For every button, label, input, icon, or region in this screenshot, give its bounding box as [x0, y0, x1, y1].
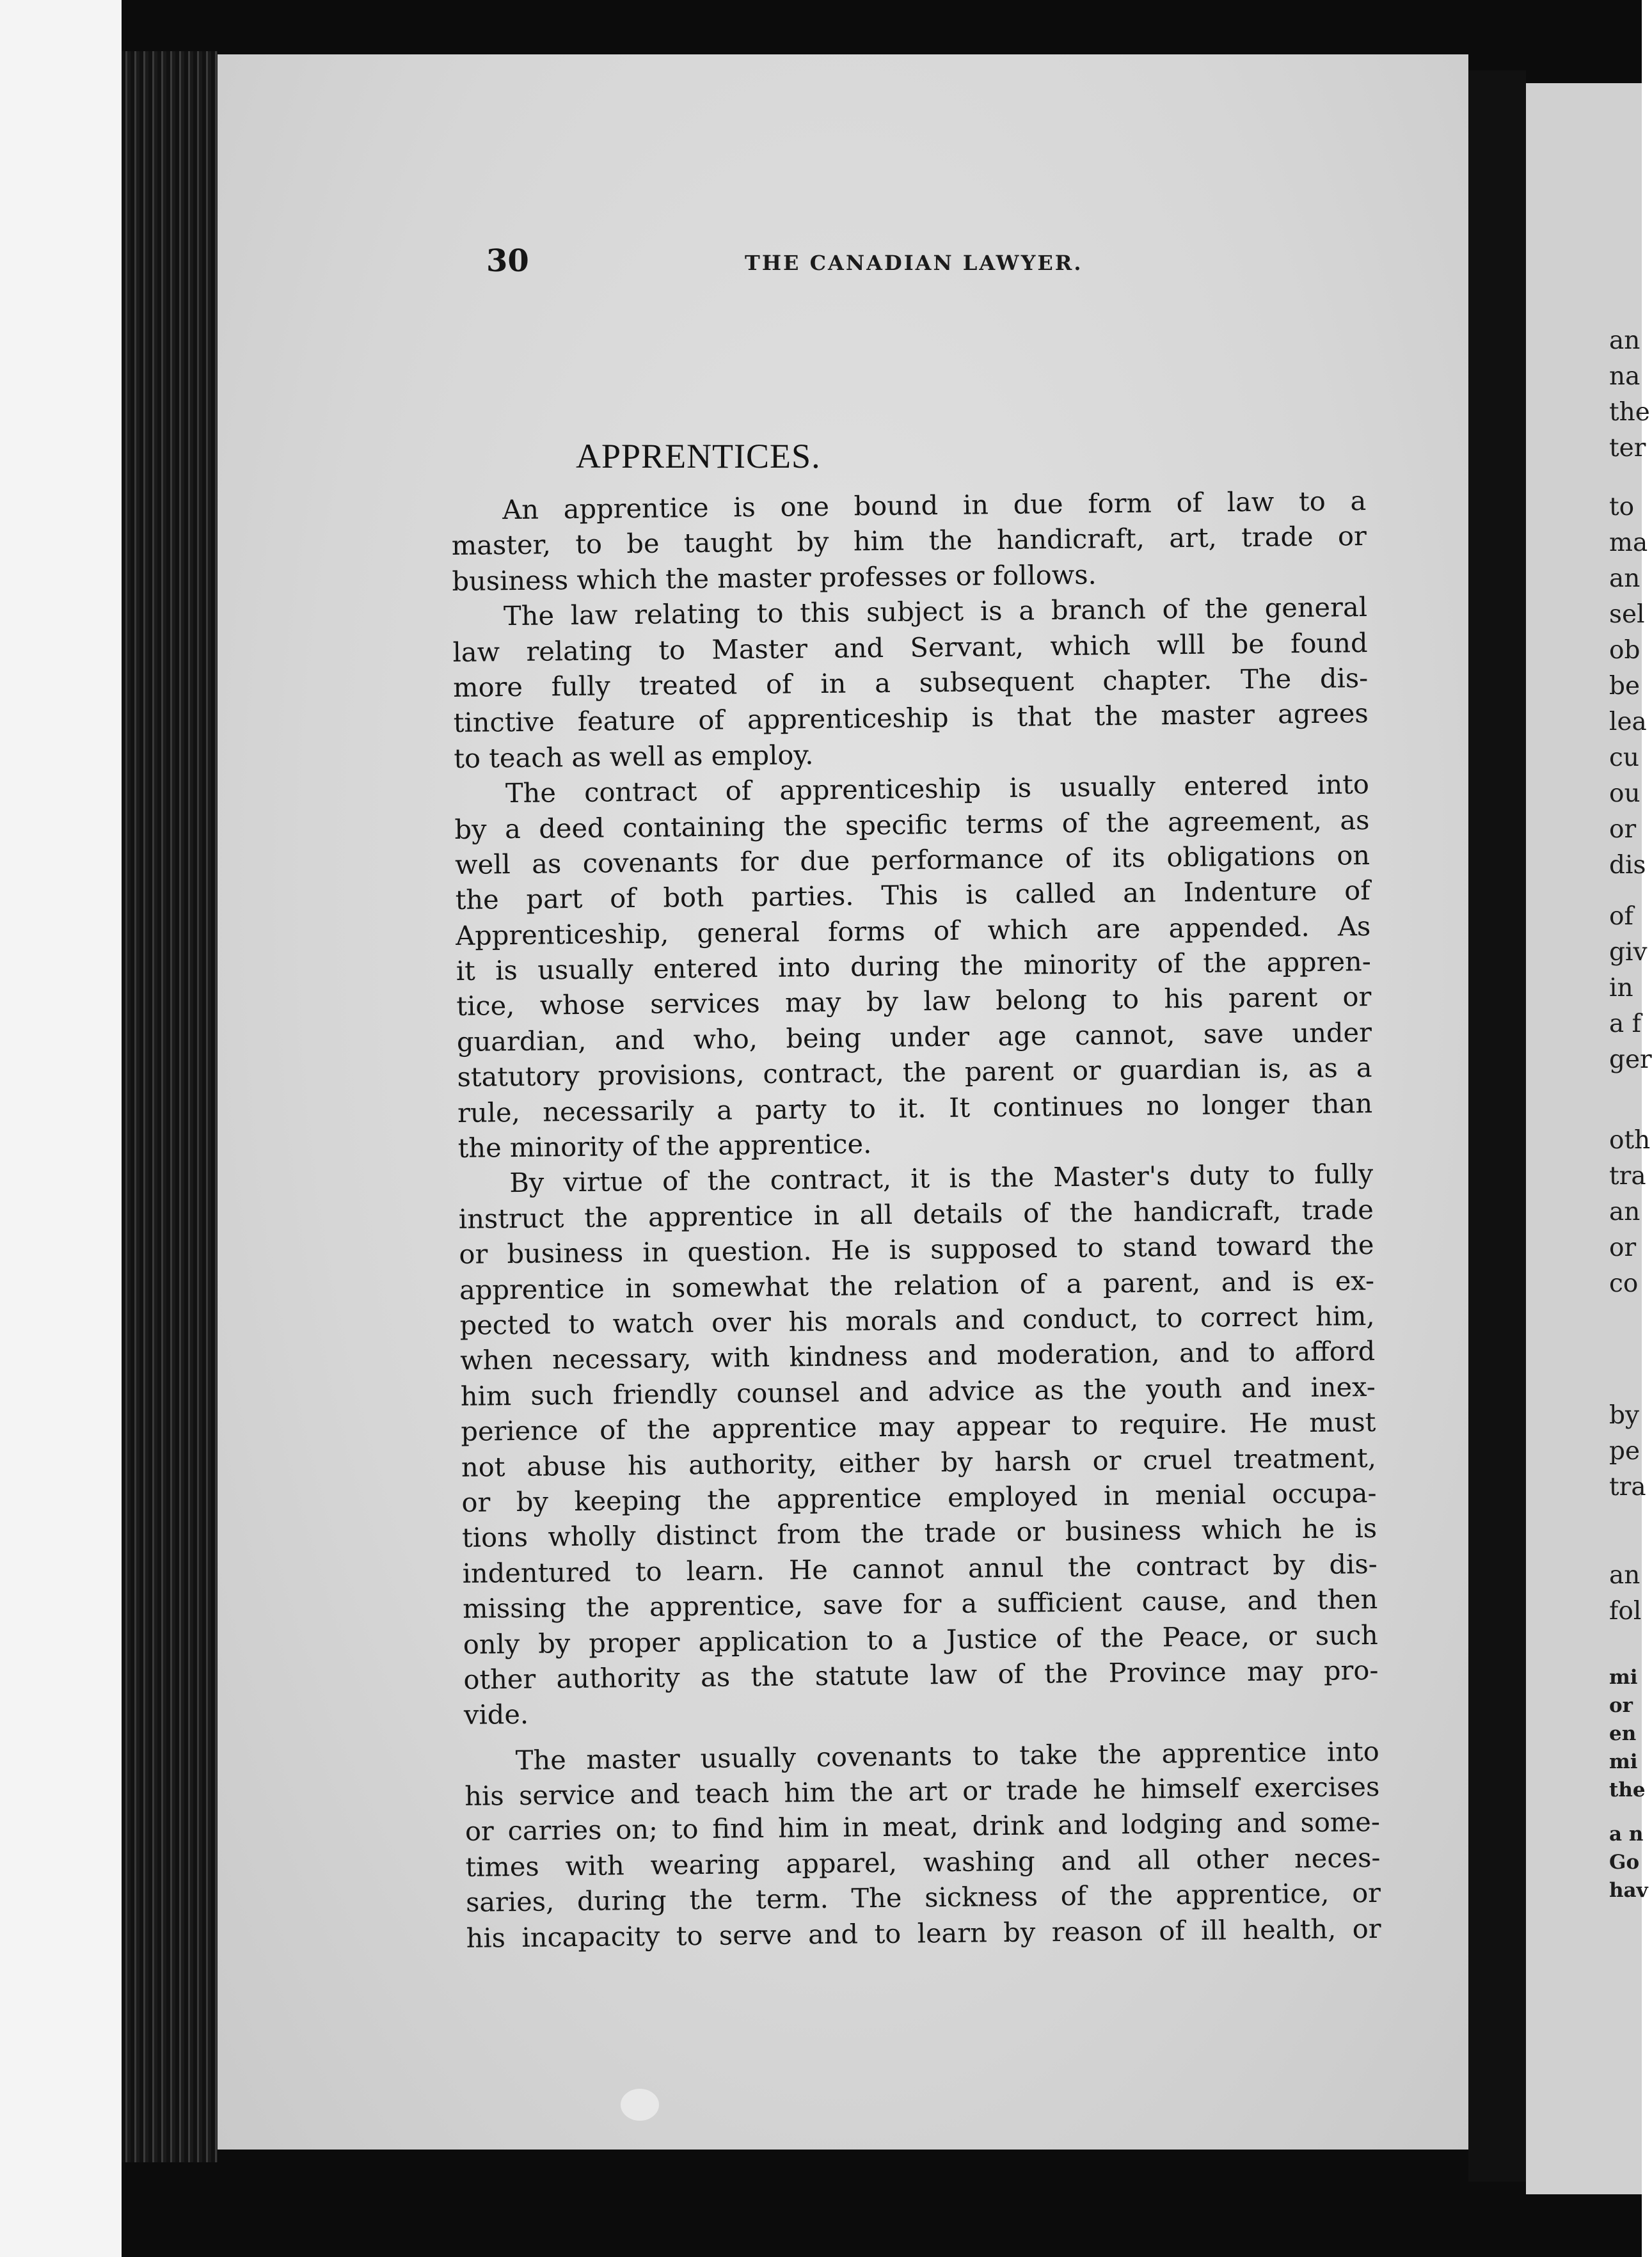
adjacent-page-word: ter [1609, 434, 1646, 463]
text-line: or carries on; to find him in meat, drink and lodging and some- [465, 1806, 1381, 1848]
adjacent-page-word: na [1609, 362, 1640, 391]
text-line: business which the master professes or follows. [452, 558, 1097, 597]
adjacent-page-word: co [1609, 1269, 1639, 1298]
text-line: or business in question. He is supposed to stand toward the [459, 1229, 1374, 1271]
adjacent-page-word: an [1609, 1198, 1640, 1226]
left-margin [0, 0, 122, 2257]
text-line: tinctive feature of apprenticeship is that the master agrees [453, 697, 1369, 739]
text-line: By virtue of the contract, it is the Master's duty to fully [509, 1158, 1374, 1199]
adjacent-page-word: mi [1609, 1750, 1638, 1773]
book-gutter [1468, 70, 1526, 2182]
text-line: Apprenticeship, general forms of which are appended. As [455, 910, 1371, 951]
text-line: guardian, and who, being under age cannot, save under [456, 1016, 1372, 1057]
adjacent-page-word: tra [1609, 1473, 1646, 1501]
adjacent-page-word: a n [1609, 1823, 1644, 1846]
adjacent-page-word: cu [1609, 743, 1639, 772]
adjacent-page-fragment [1609, 323, 1648, 466]
adjacent-page-word: sel [1609, 600, 1645, 629]
adjacent-page-fragment [1609, 1820, 1648, 1905]
text-line: vide. [463, 1699, 529, 1731]
text-line: instruct the apprentice in all details of the handicraft, trade [458, 1193, 1374, 1235]
text-line: pected to watch over his morals and conduct, to correct him, [459, 1299, 1375, 1341]
adjacent-page-word: oth [1609, 1126, 1651, 1155]
text-line: The master usually covenants to take the apprentice into [515, 1735, 1379, 1776]
adjacent-page-word: tra [1609, 1162, 1646, 1191]
text-line: only by proper application to a Justice of the Peace, or such [463, 1619, 1379, 1660]
adjacent-page-word: the [1609, 1778, 1646, 1802]
text-line: other authority as the statute law of the Province may pro- [463, 1654, 1379, 1695]
adjacent-page-word: giv [1609, 938, 1648, 967]
text-line: well as covenants for due performance of its obligations on [454, 839, 1370, 880]
adjacent-page-word: dis [1609, 851, 1646, 880]
text-line: by a deed containing the specific terms of the agreement, as [454, 804, 1370, 845]
text-line: perience of the apprentice may appear to require. He must [461, 1406, 1376, 1448]
adjacent-page-word: lea [1609, 708, 1647, 736]
text-line: The law relating to this subject is a branch of the general [503, 591, 1368, 632]
adjacent-page-word: Go [1609, 1851, 1640, 1874]
adjacent-page-word: or [1609, 1233, 1637, 1262]
section-heading: APPRENTICES. [576, 437, 821, 475]
adjacent-page-word: by [1609, 1401, 1639, 1430]
scan-speck [621, 2089, 659, 2121]
text-line: his service and teach him the art or trade he himself exercises [465, 1770, 1380, 1812]
adjacent-page-fragment [1609, 1398, 1648, 1505]
text-line: The contract of apprenticeship is usually entered into [505, 768, 1370, 809]
adjacent-page-word: pe [1609, 1437, 1640, 1466]
text-line: him such friendly counsel and advice as the youth and inex- [460, 1370, 1376, 1412]
adjacent-page-word: the [1609, 398, 1650, 427]
adjacent-page-word: an [1609, 326, 1640, 355]
text-line: tions wholly distinct from the trade or business which he is [461, 1512, 1378, 1554]
text-line: statutory provisions, contract, the parent or guardian is, as a [457, 1052, 1372, 1093]
adjacent-page-word: fol [1609, 1597, 1642, 1626]
text-line: rule, necessarily a party to it. It continues no longer than [457, 1087, 1373, 1128]
adjacent-page-word: or [1609, 1694, 1633, 1717]
text-line: not abuse his authority, either by harsh or cruel treatment, [461, 1441, 1377, 1483]
adjacent-page-word: in [1609, 974, 1633, 1002]
text-line: when necessary, with kindness and moderation, and to afford [459, 1335, 1376, 1377]
text-line: the part of both parties. This is called an Indenture of [455, 875, 1370, 916]
text-line: more fully treated of in a subsequent chapter. The dis- [452, 661, 1369, 703]
text-line: missing the apprentice, save for a sufficient cause, and then [463, 1583, 1378, 1625]
adjacent-page-word: a f [1609, 1010, 1642, 1038]
running-title: THE CANADIAN LAWYER. [745, 251, 1083, 275]
text-line: his incapacity to serve and to learn by reason of ill health, or [466, 1912, 1381, 1954]
text-line: tice, whose services may by law belong to his parent or [456, 981, 1372, 1022]
adjacent-page-word: an [1609, 1561, 1640, 1590]
text-line: saries, during the term. The sickness of the apprentice, or [465, 1877, 1381, 1919]
adjacent-page-word: be [1609, 672, 1640, 701]
adjacent-page-fragment [1609, 489, 1648, 883]
adjacent-page-word: ob [1609, 636, 1640, 665]
adjacent-page-word: hav [1609, 1879, 1648, 1902]
page-number: 30 [486, 243, 529, 279]
adjacent-page-word: ger [1609, 1045, 1652, 1074]
text-line: it is usually entered into during the minority of the appren- [456, 946, 1372, 987]
text-line: to teach as well as employ. [454, 738, 814, 774]
text-line: master, to be taught by him the handicraft, art, trade or [451, 520, 1367, 562]
text-line: apprentice in somewhat the relation of a parent, and is ex- [459, 1264, 1375, 1306]
adjacent-page-word: ma [1609, 528, 1648, 557]
adjacent-page-word: or [1609, 815, 1637, 844]
text-line: the minority of the apprentice. [457, 1128, 872, 1164]
adjacent-page-word: mi [1609, 1666, 1638, 1689]
adjacent-page-word: to [1609, 493, 1635, 521]
text-line: indentured to learn. He cannot annul the contract by dis- [462, 1548, 1378, 1589]
adjacent-page-fragment [1609, 1123, 1651, 1302]
text-line: or by keeping the apprentice employed in menial occupa- [461, 1477, 1377, 1518]
adjacent-page-fragment [1609, 1663, 1648, 1804]
page-edges [122, 51, 218, 2162]
adjacent-page-word: an [1609, 564, 1640, 593]
adjacent-page-word: ou [1609, 779, 1640, 808]
adjacent-page-word: en [1609, 1722, 1637, 1745]
text-line: law relating to Master and Servant, which wlll be found [452, 626, 1368, 668]
text-line: An apprentice is one bound in due form of law to a [502, 485, 1367, 526]
adjacent-page-word: of [1609, 902, 1633, 931]
adjacent-page [1526, 83, 1652, 2194]
body-text [451, 483, 1381, 1956]
text-line: times with wearing apparel, washing and all other neces- [465, 1841, 1381, 1883]
adjacent-page-fragment [1609, 1558, 1648, 1629]
adjacent-page-fragment [1609, 899, 1652, 1078]
running-head [486, 243, 1126, 281]
